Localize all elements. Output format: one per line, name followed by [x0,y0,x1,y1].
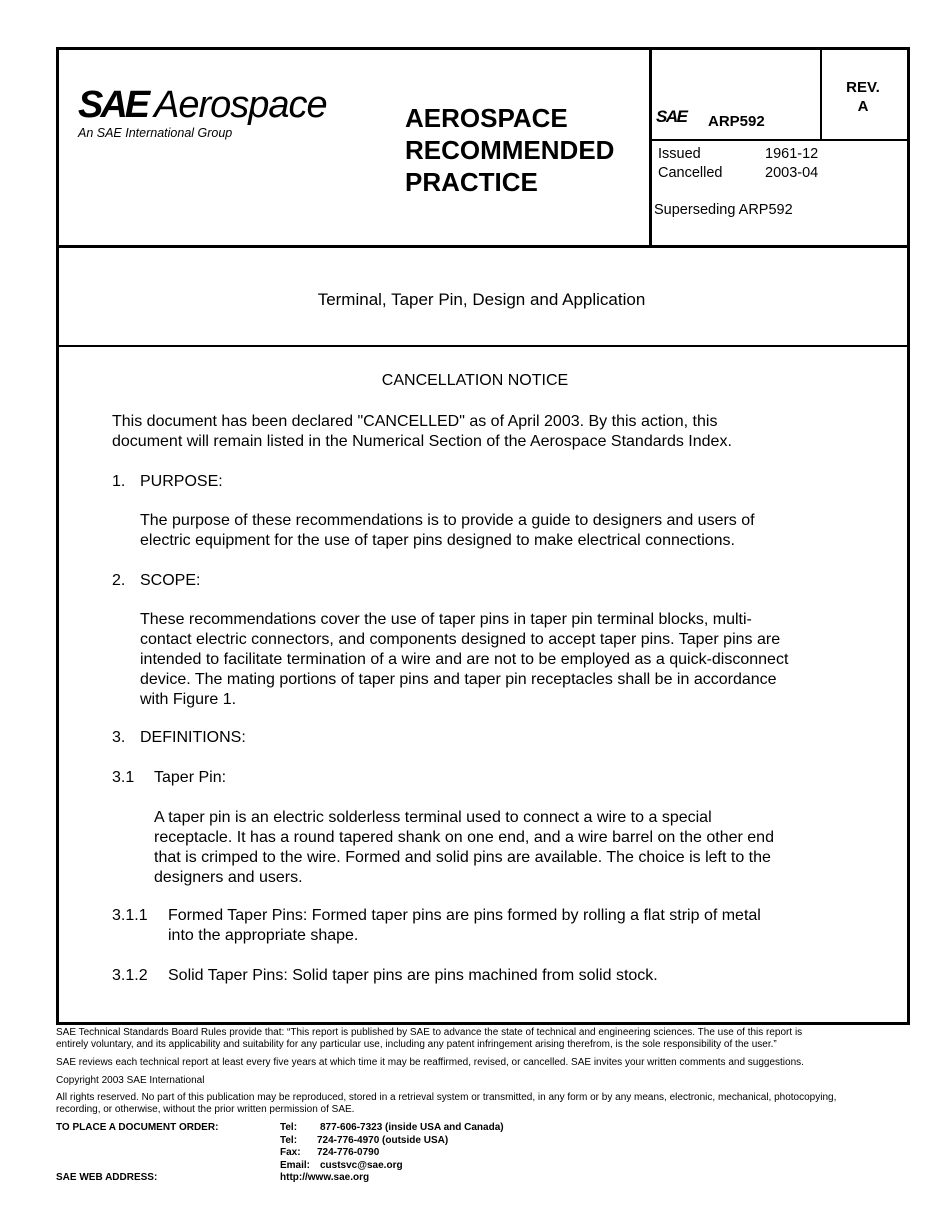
contact-row [280,1160,504,1173]
paragraph-line: into the appropriate shape. [168,927,359,944]
contact-row [280,1147,504,1160]
footer-line: SAE Technical Standards Board Rules provide that: “This report is published by SAE to advance the state of technical and engineering sciences. The use of this report is [56,1027,803,1038]
footer-line: entirely voluntary, and its applicability and suitability for any particular use, including any patent infringement arising therefrom, is the sole responsibility of the user.” [56,1039,777,1050]
logo-brand: SAE [78,84,148,126]
section-title: SCOPE: [140,572,201,589]
issued-row [658,145,818,163]
contact-label: Tel: [280,1134,298,1146]
order-label: TO PLACE A DOCUMENT ORDER: [56,1122,219,1133]
paragraph-line: Formed Taper Pins: Formed taper pins are pins formed by rolling a flat strip of metal [168,907,761,924]
doc-type-line: PRACTICE [405,167,538,197]
footer-copyright: Copyright 2003 SAE International [56,1075,205,1086]
paragraph-line: with Figure 1. [140,691,237,708]
paragraph-line: designers and users. [154,869,303,886]
contact-row [280,1122,504,1135]
paragraph-line: document will remain listed in the Numerical Section of the Aerospace Standards Index. [112,433,732,450]
contact-row [280,1135,504,1148]
logo-tagline: An SAE International Group [78,126,233,140]
header-divider [56,245,907,248]
doc-type-line: RECOMMENDED [405,135,615,165]
section-number: 1. [112,473,126,490]
contact-label: Email: [280,1159,311,1171]
rev-label: REV. [846,79,880,96]
contact-label: Fax: [280,1147,301,1158]
section-title: PURPOSE: [140,473,223,490]
web-label: SAE WEB ADDRESS: [56,1172,158,1183]
header-column-divider [649,50,652,247]
superseding-note: Superseding ARP592 [654,202,793,218]
paragraph-line: intended to facilitate termination of a wire and are not to be employed as a quick-disconnect [140,651,789,668]
cancellation-heading: CANCELLATION NOTICE [381,372,569,389]
paragraph-line: A taper pin is an electric solderless terminal used to connect a wire to a special [154,809,712,826]
paragraph-line: This document has been declared "CANCELLED" as of April 2003. By this action, this [112,413,718,430]
section-1-heading [112,472,223,492]
sae-aerospace-logo [78,86,340,142]
document-type [405,102,614,198]
contact-value: 724-776-4970 (outside USA) [317,1134,449,1146]
section-3-1-paragraph [154,808,774,888]
contact-value: 724-776-0790 [317,1147,380,1158]
section-title: DEFINITIONS: [140,729,246,746]
section-3-heading [112,728,246,748]
section-1-paragraph [140,511,755,551]
order-contacts [280,1122,504,1172]
cancelled-row [658,164,818,182]
section-2-heading [112,571,200,591]
section-3-1-1-paragraph [168,906,761,946]
footer-rights-note [56,1092,911,1116]
rev-value: A [857,98,869,115]
revision-block [822,78,904,116]
contact-label: Tel: [280,1122,298,1133]
sae-mark: SAE [656,107,687,126]
section-title: Taper Pin: [154,769,227,786]
doc-type-line: AEROSPACE [405,103,568,133]
doc-number-divider [651,139,907,141]
section-3-1-2-paragraph: Solid Taper Pins: Solid taper pins are pins machined from solid stock. [168,967,658,984]
section-3-1-2-number: 3.1.2 [112,967,148,984]
title-divider [56,345,907,347]
section-number: 2. [112,572,126,589]
footer-line: All rights reserved. No part of this publication may be reproduced, stored in a retrieval system or transmitted, in any form or by any means, electronic, mechanical, photocopying, [56,1092,837,1103]
issued-date: 1961-12 [765,146,819,162]
paragraph-line: electric equipment for the use of taper pins designed to make electrical connections. [140,532,735,549]
paragraph-line: device. The mating portions of taper pins and taper pin receptacles shall be in accordance [140,671,777,688]
paragraph-line: that is crimped to the wire. Formed and solid pins are available. The choice is left to the [154,849,771,866]
section-number: 3.1 [112,769,135,786]
document-title: Terminal, Taper Pin, Design and Application [317,290,646,309]
paragraph-line: These recommendations cover the use of taper pins in taper pin terminal blocks, multi- [140,611,752,628]
cancelled-label: Cancelled [658,165,723,181]
document-number: ARP592 [708,113,765,130]
web-address-link[interactable]: http://www.sae.org [280,1172,370,1183]
section-number: 3. [112,729,126,746]
cancelled-date: 2003-04 [765,165,819,181]
footer-rules-note [56,1027,911,1051]
footer-review-note: SAE reviews each technical report at least every five years at which time it may be reaffirmed, revised, or cancelled. SAE invites your written comments and suggestions. [56,1057,804,1068]
notice-paragraph [112,412,732,452]
paragraph-line: receptacle. It has a round tapered shank on one end, and a wire barrel on the other end [154,829,774,846]
section-2-paragraph [140,610,788,710]
logo-name: Aerospace [154,84,327,126]
contact-email[interactable]: custsvc@sae.org [320,1159,403,1171]
section-3-1-heading [112,768,226,788]
paragraph-line: contact electric connectors, and components designed to accept taper pins. Taper pins are [140,631,781,648]
contact-value: 877-606-7323 (inside USA and Canada) [320,1122,504,1133]
footer-line: recording, or otherwise, without the prior written permission of SAE. [56,1104,355,1115]
paragraph-line: The purpose of these recommendations is to provide a guide to designers and users of [140,512,755,529]
section-3-1-1-number: 3.1.1 [112,907,148,924]
issued-label: Issued [658,146,701,162]
